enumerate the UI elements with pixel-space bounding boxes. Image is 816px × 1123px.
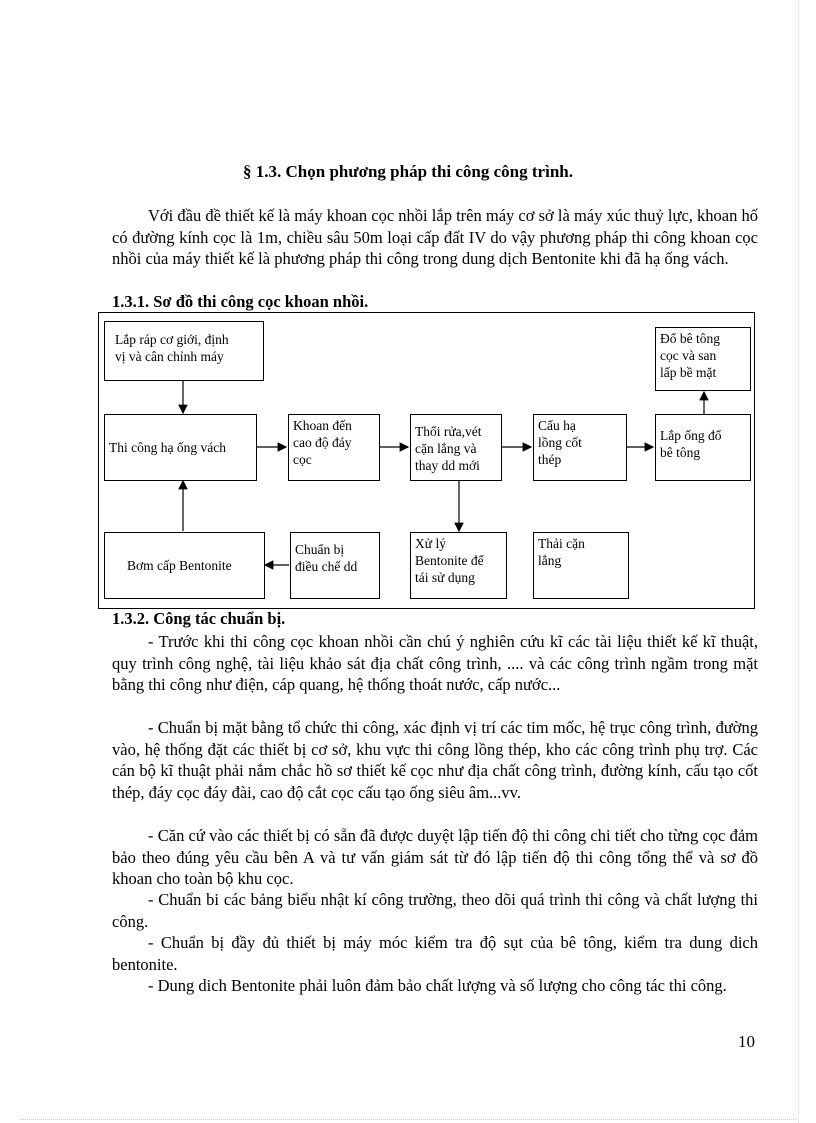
- box-prepare: Chuẩn bị điều chế dd: [290, 532, 380, 599]
- page-number: 10: [738, 1032, 755, 1051]
- list-item: - Căn cứ vào các thiết bị có sẵn đã được duyệt lập tiến độ thi công chi tiết cho từng cọc đảm bảo theo đúng yêu cầu bên A và tư vấn giám sát từ đó lập tiến độ thi công tổng thể và sơ đồ khoan cho toàn bộ khu cọc.: [112, 826, 758, 888]
- list-item: - Chuẩn bị mặt bằng tổ chức thi công, xác định vị trí các tim mốc, hệ trục công trình, đường vào, hệ thống đặt các thiết bị cơ sở, khu vực thi công lồng thép, kho các công trình phụ trợ. Các cán bộ kĩ thuật phải nắm chắc hồ sơ thiết kế cọc như địa chất công trình, đường kính, cấu tạo cốt thép, đáy cọc đáy đài, cao độ cắt cọc cấu tạo ống siêu âm...vv.: [112, 718, 758, 802]
- list-item: - Chuẩn bi các bảng biểu nhật kí công trường, theo dõi quá trình thi công và chất lượng thi công.: [112, 890, 758, 931]
- box-treat: Xử lý Bentonite để tái sử dụng: [410, 532, 507, 599]
- box-drill: Khoan đến cao độ đáy cọc: [288, 414, 380, 481]
- list-item: - Dung dich Bentonite phải luôn đảm bảo chất lượng và số lượng cho công tác thi công.: [148, 976, 727, 995]
- box-flush: Thổi rửa,vét cặn lắng và thay dd mới: [410, 414, 502, 481]
- section-title: § 1.3. Chọn phương pháp thi công công trình.: [243, 162, 573, 181]
- box-cage: Cẩu hạ lồng cốt thép: [533, 414, 627, 481]
- box-casing: Thi công hạ ống vách: [104, 414, 257, 481]
- page-edge-divider: [20, 1119, 796, 1120]
- intro-paragraph: Với đầu đề thiết kế là máy khoan cọc nhồi lắp trên máy cơ sở là máy xúc thuỷ lực, khoan hố có đường kính cọc là 1m, chiều sâu 50m loại cấp đất IV do vậy phương pháp thi công khoan cọc nhồi của máy thiết kế là phương pháp thi công trong dung dịch Bentonite khi đã hạ ống vách.: [112, 206, 758, 268]
- box-pump: Bơm cấp Bentonite: [104, 532, 265, 599]
- box-assembly: Lắp ráp cơ giới, định vị và cân chỉnh máy: [104, 321, 264, 381]
- subsection-title-1: 1.3.1. Sơ đồ thi công cọc khoan nhồi.: [112, 292, 369, 311]
- subsection-title-2: 1.3.2. Công tác chuẩn bị.: [112, 609, 286, 628]
- list-item: - Chuẩn bị đầy đủ thiết bị máy móc kiểm tra độ sụt của bê tông, kiểm tra dung dich bentonite.: [112, 933, 758, 974]
- list-item: - Trước khi thi công cọc khoan nhồi cần chú ý nghiên cứu kĩ các tài liệu thiết kế kĩ thuật, quy trình công nghệ, tài liệu khảo sát địa chất công trình, .... và các công trình ngầm trong mặt bằng thi công như điện, cáp quang, hệ thống thoát nước, cấp nước...: [112, 632, 758, 694]
- page-side-divider: [798, 0, 799, 1123]
- construction-flow-diagram: [98, 312, 755, 609]
- box-waste: Thải cặn lắng: [533, 532, 629, 599]
- box-tremie: Lắp ống đổ bê tông: [655, 414, 751, 481]
- box-pour: Đổ bê tông cọc và san lấp bề mặt: [655, 327, 751, 391]
